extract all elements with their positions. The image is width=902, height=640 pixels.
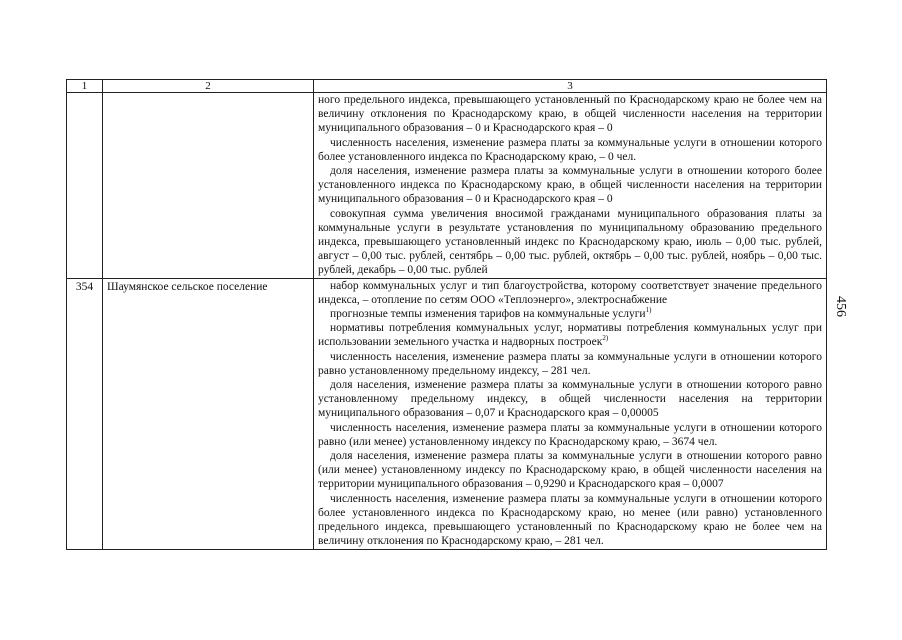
municipality-name: Шаумянское сельское поселение [103, 278, 314, 549]
row-content [314, 93, 827, 279]
paragraph: совокупная сумма увеличения вносимой гражданами муниципального образования платы за коммунальные услуги в результате установления по муниципальному образованию предельного индекса, превышающего установленный индекс по Краснодарскому краю, июль – 0,00 тыс. рублей, август – 0,00 тыс. рублей, сентябрь – 0,00 тыс. рублей, октябрь – 0,00 тыс. рублей, ноябрь – 0,00 тыс. рублей, декабрь – 0,00 тыс. рублей [318, 207, 822, 277]
header-col-1: 1 [67, 80, 103, 93]
paragraph [318, 307, 822, 321]
paragraph: численность населения, изменение размера платы за коммунальные услуги в отношении которого более установленного индекса по Краснодарскому краю, но менее (или равно) установленного предельного индекса, превышающего установленный по Краснодарскому краю не более чем на величину отклонения по Краснодарскому краю, – 281 чел. [318, 492, 822, 548]
row-number: 354 [67, 278, 103, 549]
paragraph: ного предельного индекса, превышающего установленный по Краснодарскому краю не более чем на величину отклонения по Краснодарскому краю, в общей численности населения на территории муниципального образования – 0 и Краснодарского края – 0 [318, 94, 822, 135]
paragraph-text: нормативы потребления коммунальных услуг, нормативы потребления коммунальных услуг при использовании земельного участка и надворных построек [318, 322, 822, 349]
paragraph: доля населения, изменение размера платы за коммунальные услуги в отношении которого равно установленному предельному индексу, в общей численности населения на территории муниципального образования – 0,07 и Краснодарского края – 0,00005 [318, 379, 822, 420]
municipality-name [103, 93, 314, 279]
table-row [67, 278, 827, 549]
paragraph: численность населения, изменение размера платы за коммунальные услуги в отношении которого более установленного индекса по Краснодарскому краю, – 0 чел. [318, 136, 822, 163]
table-row [67, 93, 827, 279]
paragraph-text: прогнозные темпы изменения тарифов на коммунальные услуги [330, 308, 646, 321]
header-col-3: 3 [314, 80, 827, 93]
paragraph: численность населения, изменение размера платы за коммунальные услуги в отношении которого равно установленному предельному индексу, – 281 чел. [318, 350, 822, 377]
paragraph: доля населения, изменение размера платы за коммунальные услуги в отношении которого более установленного индекса по Краснодарскому краю, в общей численности населения на территории муниципального образования – 0 и Краснодарского края – 0 [318, 165, 822, 206]
page-number: 456 [833, 296, 848, 317]
paragraph: численность населения, изменение размера платы за коммунальные услуги в отношении которого равно (или менее) установленному индексу по Краснодарскому краю, – 3674 чел. [318, 421, 822, 448]
row-content [314, 278, 827, 549]
footnote-mark: 2) [602, 334, 609, 343]
row-number [67, 93, 103, 279]
paragraph: доля населения, изменение размера платы за коммунальные услуги в отношении которого равно (или менее) установленному индексу по Краснодарскому краю, в общей численности населения на территории муниципального образования – 0,9290 и Краснодарского края – 0,0007 [318, 450, 822, 491]
header-col-2: 2 [103, 80, 314, 93]
table-header-row [67, 80, 827, 93]
document-table [66, 79, 827, 550]
paragraph: набор коммунальных услуг и тип благоустройства, которому соответствует значение предельного индекса, – отопление по сетям ООО «Теплоэнерго», электроснабжение [318, 279, 822, 306]
footnote-mark: 1) [645, 306, 652, 315]
paragraph [318, 321, 822, 349]
